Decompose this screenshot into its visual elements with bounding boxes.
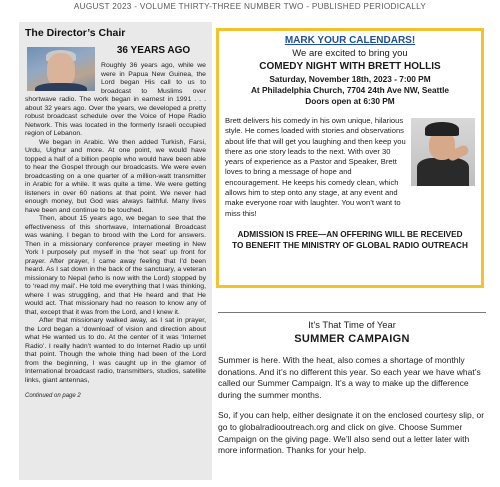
admission-line: TO BENEFIT THE MINISTRY OF GLOBAL RADIO OUTREACH (232, 240, 468, 250)
directors-chair-column (19, 22, 212, 480)
article-headline: 36 YEARS AGO (116, 45, 191, 56)
article-paragraph: We began in Arabic. We then added Turkish, Farsi, Urdu, Uighur and more. At one point, we would have topped a half of a billion people who would have been able to hear the Gospel through our broadcasts. We were even broadcasting on a one quarter of a million-watt transmitter in Arabic for a while. It was quite a time. We were getting listeners in over 60 nations at that point. We never had enough money, but God was always faithful. Many lives have been and continue to be touched. (25, 138, 206, 214)
comedian-photo (411, 118, 475, 186)
article-intro (25, 45, 206, 385)
event-intro: We are excited to bring you (292, 48, 408, 59)
event-location: At Philadelphia Church, 7704 24th Ave NW, Seattle (250, 85, 450, 95)
article-paragraph: After that missionary walked away, as I sat in prayer, the Lord began a ‘download’ of vision and direction about what He wanted us to do. At the center of it was ‘Internet Radio’. I really hadn’t wanted to do Internet Radio up until that point. Though the whole thing had been of the Lord from the beginning, I was caught up in the glamor of International broadcast radio, transmitters, studios, satellite links, giant antennas, (25, 317, 206, 384)
article-paragraph: Roughly 36 years ago, while we were in Papua New Guinea, the Lord began His call to us to broadcast to Muslims over shortwave radio. The work began in earnest in 1991 . . . about 32 years ago. Over the years, we developed a pretty robust broadcast schedule over the Voice of Hope Radio Network. This was located in the formerly Israeli occupied region of Lebanon. (25, 62, 206, 137)
summer-title: SUMMER CAMPAIGN (294, 333, 410, 345)
director-photo (27, 47, 95, 91)
summer-paragraph: So, if you can help, either designate it on the enclosed courtesy slip, or go to globalradiooutreach.org and click on give. Choose Summer Campaign on the giving page. We’ll also send out a letter later with more information. Thanks for your help. (218, 410, 485, 456)
article-paragraph: Then, about 15 years ago, we began to see that the effectiveness of this shortwave, International Broadcast was waning. I began to brood with the Lord for answers. Then in a missionary conference prayer meeting in New York I purposely put myself in the ‘hot seat’ up front for prayer. After prayer, I came away feeling that I’d been heard. As I sat down in the back of the sanctuary, a veteran missionary to Nepal (who is now with the Lord) stopped by to ‘read my mail’. He told me everything that I was thinking, where I was struggling, and that He heard and that He would act. That missionary had no reason to know any of that, except that it was from the Lord, and I knew it. (25, 215, 206, 316)
section-title: The Director’s Chair (25, 27, 126, 39)
event-doors: Doors open at 6:30 PM (305, 96, 395, 106)
article-body (25, 62, 206, 385)
summer-kicker: It’s That Time of Year (308, 319, 396, 330)
masthead: AUGUST 2023 - VOLUME THIRTY-THREE NUMBER TWO - PUBLISHED PERIODICALLY (73, 2, 427, 11)
event-description: Brett delivers his comedy in his own unique, hilarious style. He comes loaded with stories and observations about life that will get you laughing and then keep you there as one story leads to the next. With over 30 years of experience as a Pastor and Speaker, Brett loves to bring a message of hope and encouragement. He keeps his comedy clean, which allows him to step onto any stage, at any event and make everyone roar with laughter. You won’t want to miss this! (225, 116, 406, 218)
event-header (225, 35, 475, 106)
admission-line: ADMISSION IS FREE—AN OFFERING WILL BE RECEIVED (237, 229, 463, 239)
summer-campaign-section (218, 312, 486, 472)
summer-paragraph: Summer is here. With the heat, also comes a shortage of monthly donations. And it’s no different this year. So each year we have what’s called our Summer Campaign. It’s a way to make up the difference during the summer months. (218, 355, 481, 400)
admission-note (225, 229, 475, 251)
event-title: COMEDY NIGHT WITH BRETT HOLLIS (259, 61, 441, 72)
event-body (225, 116, 475, 219)
continued-note: Continued on page 2 (25, 393, 81, 399)
section-divider (218, 312, 486, 313)
comedy-night-box (216, 28, 484, 288)
mark-calendars-heading: MARK YOUR CALENDARS! (284, 35, 416, 46)
event-datetime: Saturday, November 18th, 2023 - 7:00 PM (269, 74, 431, 84)
summer-body (218, 355, 486, 457)
